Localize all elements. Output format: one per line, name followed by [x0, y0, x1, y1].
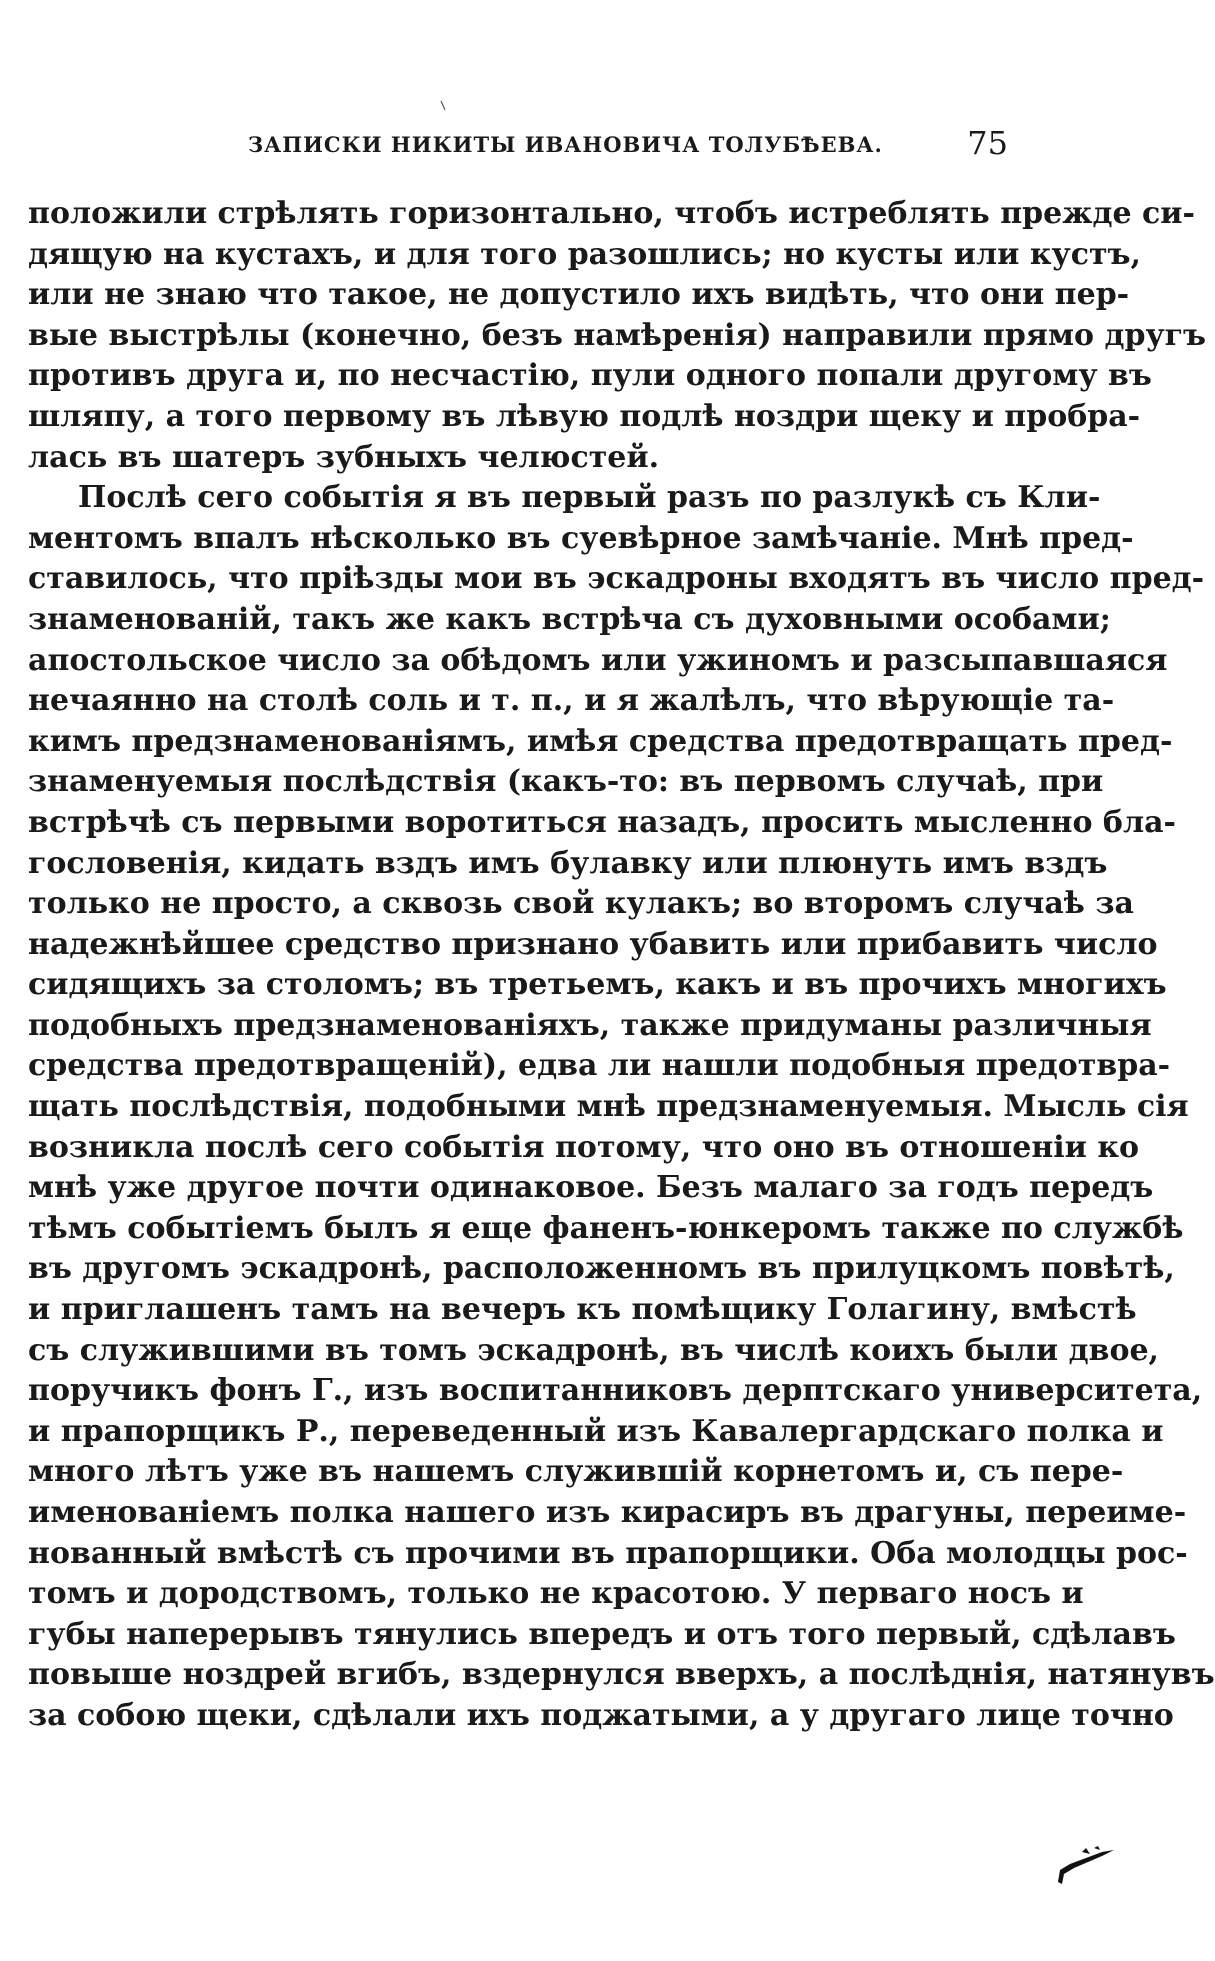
- text-line: губы наперерывъ тянулись впередъ и отъ того первый, сдѣлавъ: [28, 1616, 1176, 1652]
- text-line: или не знаю что такое, не допустило ихъ видѣть, что они пер-: [28, 277, 1130, 313]
- text-line: апостольское число за обѣдомъ или ужиномъ и разсыпавшаяся: [28, 642, 1168, 678]
- text-line: именованіемъ полка нашего изъ кирасиръ въ драгуны, переиме-: [28, 1495, 1187, 1530]
- text-line: Послѣ сего событія я въ первый разъ по разлукѣ съ Кли-: [78, 480, 1101, 516]
- text-line: сидящихъ за столомъ; въ третьемъ, какъ и въ прочихъ многихъ: [28, 967, 1167, 1003]
- text-line: знаменованій, такъ же какъ встрѣча съ духовными особами;: [28, 601, 1111, 637]
- text-line: подобныхъ предзнаменованіяхъ, также придуманы различныя: [28, 1007, 1152, 1043]
- text-line: средства предотвращеній), едва ли нашли подобныя предотвра-: [28, 1048, 1171, 1084]
- text-line: шляпу, а того первому въ лѣвую подлѣ ноздри щеку и пробра-: [28, 398, 1141, 434]
- text-line: мнѣ уже другое почти одинаковое. Безъ малаго за годъ передъ: [28, 1170, 1154, 1206]
- text-line: кимъ предзнаменованіямъ, имѣя средства предотвращать пред-: [28, 723, 1173, 759]
- running-head-title: ЗАПИСКИ НИКИТЫ ИВАНОВИЧА ТОЛУБѢЕВА.: [248, 132, 883, 157]
- book-page: [28, 118, 1215, 1737]
- text-line: щать послѣдствія, подобными мнѣ предзнаменуемыя. Мысль сія: [28, 1089, 1189, 1125]
- text-line: поручикъ фонъ Г., изъ воспитанниковъ дерптскаго университета,: [28, 1373, 1203, 1409]
- text-line: нованный вмѣстѣ съ прочими въ прапорщики. Оба молодцы рос-: [28, 1535, 1188, 1571]
- text-line: съ служившими въ томъ эскадронѣ, въ числѣ коихъ были двое,: [28, 1332, 1160, 1368]
- text-line: лась въ шатеръ зубныхъ челюстей.: [28, 439, 660, 475]
- text-line: ментомъ впалъ нѣсколько въ суевѣрное замѣчаніе. Мнѣ пред-: [28, 520, 1134, 556]
- text-line: нечаянно на столѣ соль и т. п., и я жалѣлъ, что вѣрующіе та-: [28, 683, 1115, 719]
- text-line: много лѣтъ уже въ нашемъ служившій корнетомъ и, съ пере-: [28, 1454, 1124, 1490]
- page-number: 75: [967, 124, 1008, 162]
- text-line: повыше ноздрей вгибъ, вздернулся вверхъ, а послѣднія, натянувъ: [28, 1657, 1215, 1693]
- ink-speck: [440, 96, 446, 106]
- text-line: ставилось, что пріѣзды мои въ эскадроны входятъ въ число пред-: [28, 561, 1205, 597]
- text-line: за собою щеки, сдѣлали ихъ поджатыми, а у другаго лице точно: [28, 1697, 1174, 1733]
- text-line: только не просто, а сквозь свой кулакъ; во второмъ случаѣ за: [28, 886, 1134, 922]
- text-line: и прапорщикъ Р., переведенный изъ Кавалергардскаго полка и: [28, 1413, 1164, 1449]
- text-line: гословенія, кидать вздъ имъ булавку или плюнуть имъ вздъ: [28, 845, 1108, 881]
- text-line: и приглашенъ тамъ на вечеръ къ помѣщику Голагину, вмѣстѣ: [28, 1292, 1137, 1328]
- text-line: противъ друга и, по несчастію, пули одного попали другому въ: [28, 358, 1152, 394]
- text-line: томъ и дородствомъ, только не красотою. У перваго носъ и: [28, 1576, 1084, 1612]
- printer-mark-icon: [1052, 1846, 1118, 1886]
- text-line: надежнѣйшее средство признано убавить или прибавить число: [28, 926, 1158, 962]
- paragraph-2: [28, 478, 1215, 1736]
- text-line: дящую на кустахъ, и для того разошлись; но кусты или кустъ,: [28, 236, 1142, 272]
- text-line: въ другомъ эскадронѣ, расположенномъ въ прилуцкомъ повѣтѣ,: [28, 1251, 1175, 1287]
- running-head: [28, 118, 1008, 178]
- text-line: возникла послѣ сего событія потому, что оно въ отношеніи ко: [28, 1129, 1140, 1165]
- body-text: [28, 194, 1215, 1737]
- text-line: знаменуемыя послѣдствія (какъ-то: въ первомъ случаѣ, при: [28, 764, 1104, 800]
- paragraph-1: [28, 194, 1207, 478]
- text-line: тѣмъ событіемъ былъ я еще фаненъ-юнкеромъ также по службѣ: [28, 1210, 1184, 1246]
- text-line: встрѣчѣ съ первыми воротиться назадъ, просить мысленно бла-: [28, 804, 1176, 840]
- text-line: положили стрѣлять горизонтально, чтобъ истреблять прежде си-: [28, 196, 1196, 231]
- text-line: вые выстрѣлы (конечно, безъ намѣренія) направили прямо другъ: [28, 317, 1207, 353]
